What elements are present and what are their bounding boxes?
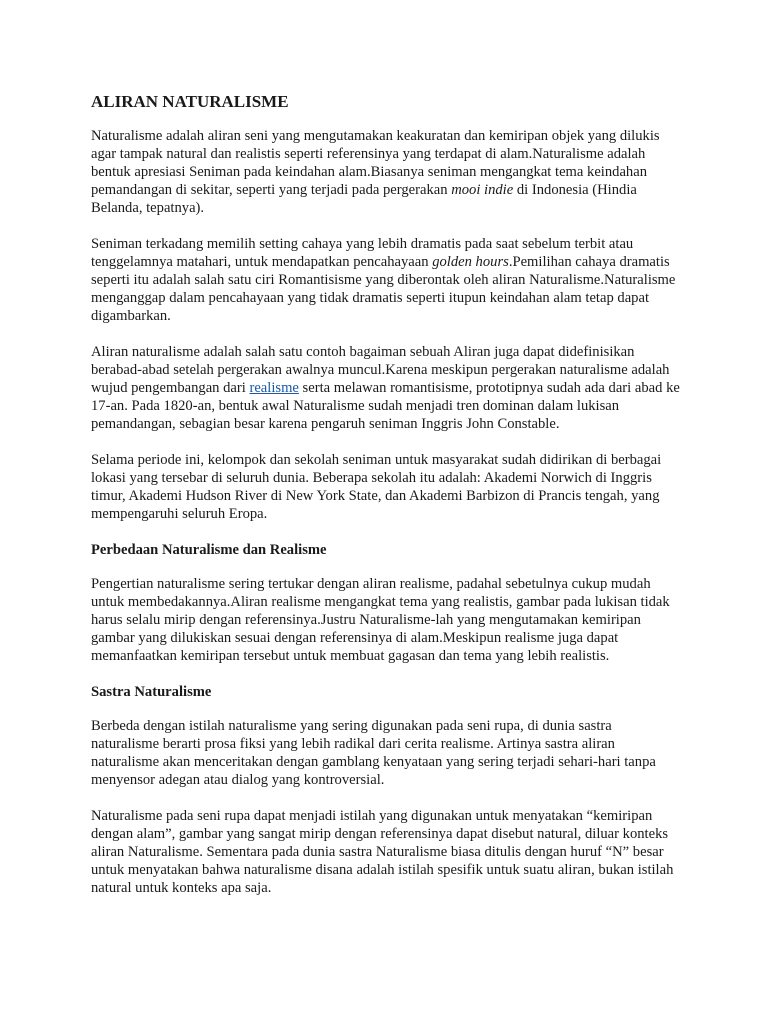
paragraph-lighting-text-a: Seniman terkadang memilih setting cahaya yang lebih dramatis pada saat sebelum terbit atau tenggelamnya matahari, untuk mendapatkan pencahayaan [91,236,634,270]
golden-hours-emphasis: golden hours [432,254,509,270]
paragraph-intro-text-a: Naturalisme adalah aliran seni yang mengutamakan keakuratan dan kemiripan objek yang dilukis agar tampak natural dan realistis seperti referensinya yang terdapat di alam.Naturalisme adalah bentuk apresiasi Seniman pada keindahan alam.Biasanya seniman mengangkat tema keindahan pemandangan di sekitar, seperti yang terjadi pada pergerakan [91,128,660,198]
paragraph-difference: Pengertian naturalisme sering tertukar dengan aliran realisme, padahal sebetulnya cukup mudah untuk membedakannya.Aliran realisme mengangkat tema yang realistis, gambar pada lukisan tidak harus selalu mirip dengan referensinya.Justru Naturalisme-lah yang mengutamakan kemiripan gambar yang dilukiskan sesuai dengan referensinya di alam.Meskipun realisme juga dapat memanfaatkan kemiripan tersebut untuk membuat gagasan dan tema yang lebih realistis. [91,576,670,664]
paragraph-history [91,343,681,433]
heading-perbedaan: Perbedaan Naturalisme dan Realisme [91,542,327,558]
paragraph-lighting-text-b: .Pemilihan cahaya dramatis seperti itu adalah salah satu ciri Romantisisme yang diberontak oleh aliran Naturalisme.Naturalisme menganggap dalam pencahayaan yang tidak dramatis seperti itupun keindahan alam tetap dapat digambarkan. [91,254,676,324]
heading-sastra: Sastra Naturalisme [91,684,212,700]
paragraph-intro-text-b: di Indonesia (Hindia Belanda, tepatnya). [91,182,637,216]
paragraph-schools: Selama periode ini, kelompok dan sekolah seniman untuk masyarakat sudah didirikan di berbagai lokasi yang tersebar di seluruh dunia. Beberapa sekolah itu adalah: Akademi Norwich di Inggris timur, Akademi Hudson River di New York State, dan Akademi Barbizon di Prancis tengah, yang mempengaruhi seluruh Eropa. [91,452,662,522]
paragraph-history-text-a: Aliran naturalisme adalah salah satu contoh bagaiman sebuah Aliran juga dapat didefinisikan berabad-abad setelah pergerakan awalnya muncul.Karena meskipun pergerakan naturalisme adalah wujud pengembangan dari [91,344,670,396]
document-page [91,92,681,915]
paragraph-conclusion: Naturalisme pada seni rupa dapat menjadi istilah yang digunakan untuk menyatakan “kemiripan dengan alam”, gambar yang sangat mirip dengan referensinya dapat disebut natural, diluar konteks aliran Naturalisme. Sementara pada dunia sastra Naturalisme biasa ditulis dengan huruf “N” besar untuk menyatakan bahwa naturalisme disana adalah istilah spesifik untuk suatu aliran, bukan istilah natural untuk konteks apa saja. [91,808,674,896]
paragraph-intro [91,127,681,217]
paragraph-history-text-b: serta melawan romantisisme, prototipnya sudah ada dari abad ke 17-an. Pada 1820-an, bentuk awal Naturalisme sudah menjadi tren dominan dalam lukisan pemandangan, sebagian besar karena pengaruh seniman Inggris John Constable. [91,380,680,432]
paragraph-literature: Berbeda dengan istilah naturalisme yang sering digunakan pada seni rupa, di dunia sastra naturalisme berarti prosa fiksi yang lebih radikal dari cerita realisme. Artinya sastra aliran naturalisme akan menceritakan dengan gamblang kenyataan yang sering terjadi sehari-hari tanpa menyensor adegan atau dialog yang kontroversial. [91,718,656,788]
paragraph-lighting [91,235,681,325]
realisme-link[interactable]: realisme [249,380,299,396]
mooi-indie-emphasis: mooi indie [451,182,514,198]
document-title: ALIRAN NATURALISME [91,92,289,111]
